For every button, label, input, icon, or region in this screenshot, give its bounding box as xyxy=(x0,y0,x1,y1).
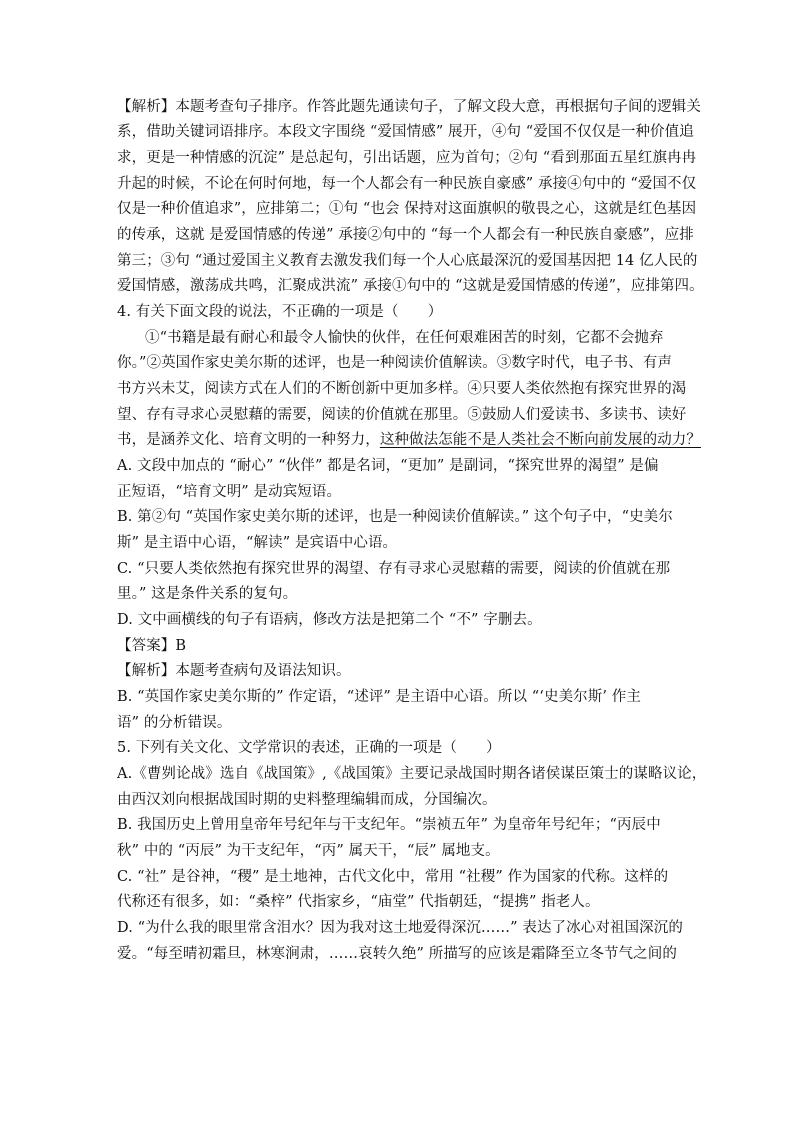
passage-line: 书方兴未艾，阅读方式在人们的不断创新中更加多样。④只要人类依然抱有探究世界的渴 xyxy=(117,381,687,397)
passage-text: 书，是涵养文化、培育文明的一种努力， xyxy=(117,432,380,448)
text-line: 仅是一种价值追求”，应排第二；①句 “也会 保持对这面旗帜的敬畏之心，这就是红色基因 xyxy=(117,201,697,217)
analysis-line: B. “英国作家史美尔斯的” 作定语，“述评” 是主语中心语。所以 “‘史美尔斯’ 作主 xyxy=(117,689,641,705)
analysis: 【解析】本题考查病句及语法知识。 xyxy=(117,663,351,679)
option-c-cont: 代称还有很多，如：“桑梓” 代指家乡，“庙堂” 代指朝廷，“提携” 指老人。 xyxy=(117,894,600,910)
question-4-title: 4. 有关下面文段的说法，不正确的一项是（ ） xyxy=(117,304,443,320)
text-line: 求，更是一种情感的沉淀” 是总起句，引出话题，应为首句；②句 “看到那面五星红旗冉冉 xyxy=(117,150,697,166)
text-line: 【解析】本题考查句子排序。作答此题先通读句子，了解文段大意，再根据句子间的逻辑关 xyxy=(117,99,701,115)
analysis-line: 语” 的分析错误。 xyxy=(117,715,232,731)
text-line: 爱国情感，激荡成共鸣，汇聚成洪流” 承接①句中的 “这就是爱国情感的传递”，应排第四。 xyxy=(117,278,704,294)
underlined-sentence: 这种做法怎能不是人类社会不断向前发展的动力？ xyxy=(379,432,702,448)
option-b: B. 我国历史上曾用皇帝年号纪年与干支纪年。“崇祯五年” 为皇帝年号纪年；“丙辰中 xyxy=(117,817,661,833)
text-line: 系，借助关键词语排序。本段文字围绕 “爱国情感” 展开，④句 “爱国不仅仅是一种价值追 xyxy=(117,124,694,140)
option-b-cont: 秋” 中的 “丙辰” 为干支纪年，“丙” 属天干，“辰” 属地支。 xyxy=(117,843,500,859)
option-d: D. 文中画横线的句子有语病，修改方法是把第二个 “不” 字删去。 xyxy=(117,612,542,628)
passage-line: 你。”②英国作家史美尔斯的述评，也是一种阅读价值解读。③数字时代，电子书、有声 xyxy=(117,355,673,371)
passage-line: 望、存有寻求心灵慰藉的需要，阅读的价值就在那里。⑤鼓励人们爱读书、多读书、读好 xyxy=(117,407,687,423)
option-c-cont: 里。” 这是条件关系的复句。 xyxy=(117,586,298,602)
option-a-cont: 由西汉刘向根据战国时期的史料整理编辑而成，分国编次。 xyxy=(117,792,497,808)
option-d: D. “为什么我的眼里常含泪水？因为我对这土地爱得深沉……” 表达了冰心对祖国深沉的 xyxy=(117,920,683,936)
option-c: C. “社” 是谷神，“稷” 是土地神，古代文化中，常用 “社稷” 作为国家的代称。这样的 xyxy=(117,869,669,885)
option-a-cont: 正短语，“培育文明” 是动宾短语。 xyxy=(117,484,342,500)
text-line: 的传承，这就 是爱国情感的传递” 承接②句中的 “每一个人都会有一种民族自豪感”，应排 xyxy=(117,227,694,243)
passage-line: ①“书籍是最有耐心和最令人愉快的伙伴，在任何艰难困苦的时刻，它都不会抛弃 xyxy=(145,330,664,346)
text-line: 第三；③句 “通过爱国主义教育去激发我们每一个人心底最深沉的爱国基因把 14 亿人民的 xyxy=(117,253,698,269)
option-b-cont: 斯” 是主语中心语，“解读” 是宾语中心语。 xyxy=(117,535,398,551)
option-a: A. 文段中加点的 “耐心” “伙伴” 都是名词，“更加” 是副词，“探究世界的渴望” 是偏 xyxy=(117,458,659,474)
question-5-title: 5. 下列有关文化、文学常识的表述，正确的一项是（ ） xyxy=(117,740,501,756)
option-b: B. 第②句 “英国作家史美尔斯的述评，也是一种阅读价值解读。” 这个句子中，“史美尔 xyxy=(117,509,673,525)
option-a: A.《曹刿论战》选自《战国策》,《战国策》主要记录战国时期各诸侯谋臣策士的谋略议论， xyxy=(117,766,707,782)
answer: 【答案】B xyxy=(117,638,187,654)
option-c: C. “只要人类依然抱有探究世界的渴望、存有寻求心灵慰藉的需要，阅读的价值就在那 xyxy=(117,561,671,577)
text-line: 升起的时候，不论在何时何地，每一个人都会有一种民族自豪感” 承接④句中的 “爱国不仅 xyxy=(117,176,697,192)
option-d-cont: 爱。“每至晴初霜旦，林寒涧肃，……哀转久绝” 所描写的应该是霜降至立冬节气之间的 xyxy=(117,946,677,962)
passage-line xyxy=(117,430,701,450)
